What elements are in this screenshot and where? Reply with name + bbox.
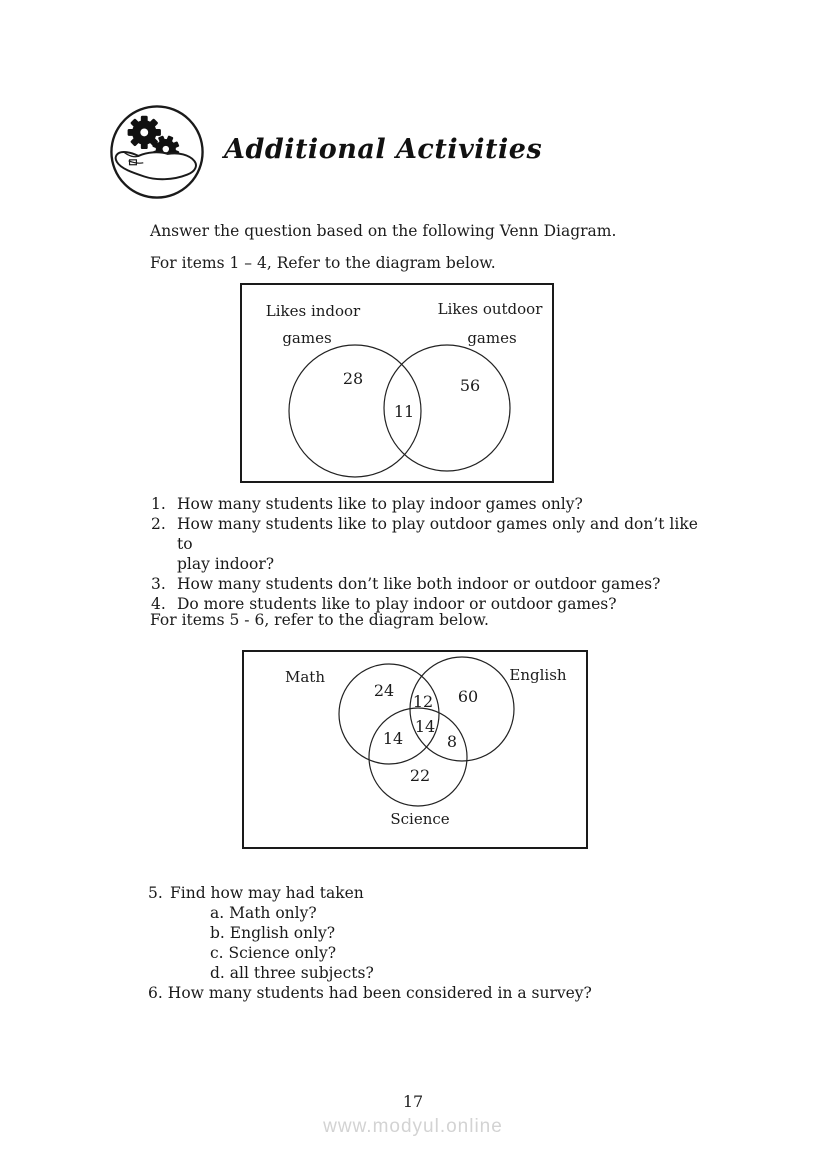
intro-text: Answer the question based on the following Venn Diagram. (150, 222, 617, 240)
indoor-only-value: 28 (342, 369, 364, 388)
math-circle (339, 664, 439, 764)
question-number: 1. (151, 495, 166, 513)
question-item (151, 494, 707, 514)
outdoor-set-label-line1: Likes outdoor (437, 300, 543, 318)
question-text: How many students like to play indoor games only? (177, 495, 583, 513)
question-item (148, 983, 748, 1003)
intersection-value: 11 (393, 402, 415, 421)
english-only-value: 60 (457, 687, 479, 706)
question-text-line1: How many students like to play outdoor games only and don’t like to (177, 515, 698, 553)
question-list-1-4 (151, 494, 707, 614)
page-number: 17 (402, 1092, 424, 1111)
question-text: How many students don’t like both indoor or outdoor games? (177, 575, 661, 593)
science-set-label: Science (390, 810, 450, 828)
indoor-set-label-line2: games (282, 329, 332, 347)
question-list-5-6 (148, 883, 748, 1003)
section2-instruction: For items 5 - 6, refer to the diagram below. (150, 611, 489, 629)
outdoor-set-label-line2: games (467, 329, 517, 347)
math-english-value: 12 (412, 692, 434, 711)
math-science-value: 14 (382, 729, 404, 748)
science-only-value: 22 (409, 766, 431, 785)
question-text: Do more students like to play indoor or outdoor games? (177, 595, 617, 613)
indoor-set-label-line1: Likes indoor (265, 302, 361, 320)
question-item (151, 574, 707, 594)
question-text-line2: play indoor? (177, 555, 275, 573)
hand-holding-gears-icon (108, 103, 206, 201)
question-item (148, 883, 748, 903)
page-title: Additional Activities (224, 134, 543, 165)
question-subitem: c. Science only? (210, 944, 337, 962)
question-number: 3. (151, 575, 166, 593)
outdoor-only-value: 56 (459, 376, 481, 395)
venn-diagram-three-sets (242, 650, 588, 853)
english-science-value: 8 (446, 732, 458, 751)
section1-instruction: For items 1 – 4, Refer to the diagram below. (150, 254, 496, 272)
question-text: Find how may had taken (170, 884, 364, 902)
venn-diagram-two-sets (240, 283, 554, 487)
question-subitem: b. English only? (210, 924, 336, 942)
english-set-label: English (509, 666, 567, 684)
question-subitem: a. Math only? (210, 904, 317, 922)
math-set-label: Math (285, 668, 325, 686)
math-only-value: 24 (373, 681, 395, 700)
all-three-value: 14 (414, 717, 436, 736)
question-number: 5. (148, 884, 163, 902)
watermark-text: www.modyul.online (323, 1116, 503, 1137)
question-number: 6. (148, 984, 163, 1002)
question-number: 4. (151, 595, 166, 613)
question-number: 2. (151, 515, 166, 533)
question-text (177, 514, 707, 574)
question-subitem: d. all three subjects? (210, 964, 374, 982)
question-text: How many students had been considered in a survey? (167, 984, 592, 1002)
question-item (151, 514, 707, 574)
